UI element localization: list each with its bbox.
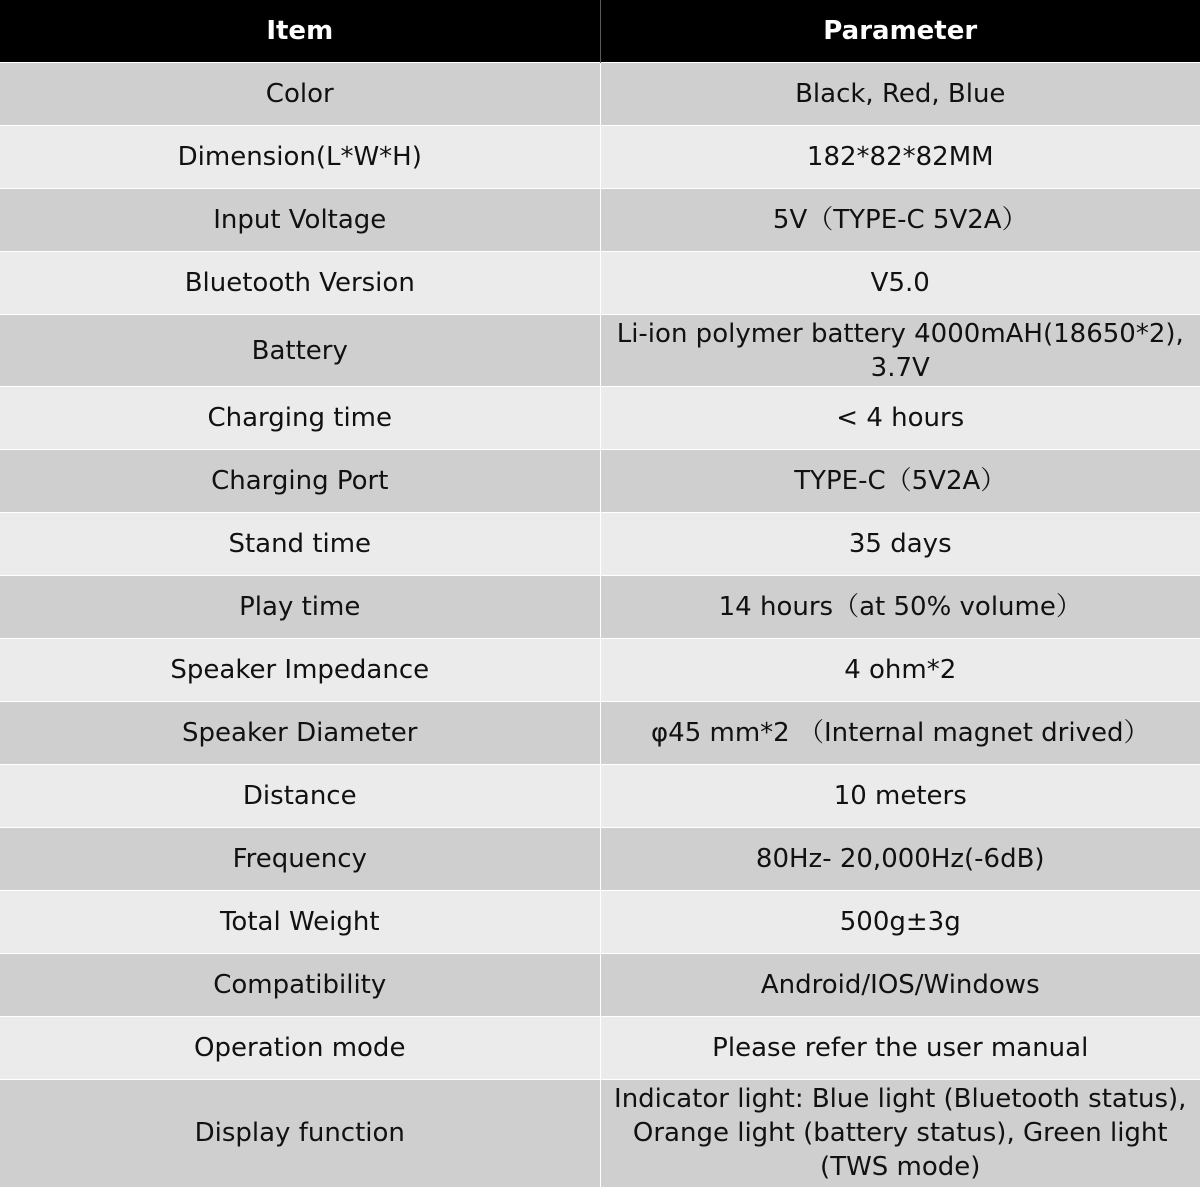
item-cell: Speaker Diameter — [0, 702, 600, 765]
table-row — [0, 387, 1200, 450]
table-body — [0, 63, 1200, 1187]
table-row — [0, 765, 1200, 828]
parameter-cell: Please refer the user manual — [600, 1017, 1200, 1080]
table-row — [0, 63, 1200, 126]
header-parameter: Parameter — [600, 0, 1200, 63]
header-item: Item — [0, 0, 600, 63]
item-cell: Color — [0, 63, 600, 126]
item-cell: Play time — [0, 576, 600, 639]
parameter-cell: < 4 hours — [600, 387, 1200, 450]
item-cell: Operation mode — [0, 1017, 600, 1080]
table-row — [0, 315, 1200, 387]
item-cell: Bluetooth Version — [0, 252, 600, 315]
parameter-cell: 80Hz- 20,000Hz(-6dB) — [600, 828, 1200, 891]
table-row — [0, 828, 1200, 891]
table-row — [0, 954, 1200, 1017]
header-row — [0, 0, 1200, 63]
parameter-cell: 182*82*82MM — [600, 126, 1200, 189]
table-header — [0, 0, 1200, 63]
parameter-cell: 500g±3g — [600, 891, 1200, 954]
item-cell: Charging time — [0, 387, 600, 450]
table-row — [0, 450, 1200, 513]
parameter-cell: 35 days — [600, 513, 1200, 576]
parameter-cell: Black, Red, Blue — [600, 63, 1200, 126]
item-cell: Display function — [0, 1080, 600, 1187]
parameter-cell: 4 ohm*2 — [600, 639, 1200, 702]
item-cell: Stand time — [0, 513, 600, 576]
parameter-cell: Indicator light: Blue light (Bluetooth status), Orange light (battery status), Green light (TWS mode) — [600, 1080, 1200, 1187]
item-cell: Battery — [0, 315, 600, 387]
parameter-cell: φ45 mm*2 （Internal magnet drived） — [600, 702, 1200, 765]
parameter-cell: Android/IOS/Windows — [600, 954, 1200, 1017]
table-row — [0, 126, 1200, 189]
parameter-cell: 5V（TYPE-C 5V2A） — [600, 189, 1200, 252]
item-cell: Total Weight — [0, 891, 600, 954]
item-cell: Dimension(L*W*H) — [0, 126, 600, 189]
parameter-cell: 10 meters — [600, 765, 1200, 828]
table-row — [0, 1080, 1200, 1187]
item-cell: Charging Port — [0, 450, 600, 513]
table-row — [0, 576, 1200, 639]
parameter-cell: 14 hours（at 50% volume） — [600, 576, 1200, 639]
item-cell: Compatibility — [0, 954, 600, 1017]
table-row — [0, 513, 1200, 576]
table-row — [0, 702, 1200, 765]
table-row — [0, 1017, 1200, 1080]
item-cell: Input Voltage — [0, 189, 600, 252]
table-row — [0, 891, 1200, 954]
item-cell: Frequency — [0, 828, 600, 891]
table-row — [0, 189, 1200, 252]
item-cell: Speaker Impedance — [0, 639, 600, 702]
parameter-cell: TYPE-C（5V2A） — [600, 450, 1200, 513]
parameter-cell: Li-ion polymer battery 4000mAH(18650*2), 3.7V — [600, 315, 1200, 387]
parameter-cell: V5.0 — [600, 252, 1200, 315]
table-row — [0, 639, 1200, 702]
table-row — [0, 252, 1200, 315]
item-cell: Distance — [0, 765, 600, 828]
